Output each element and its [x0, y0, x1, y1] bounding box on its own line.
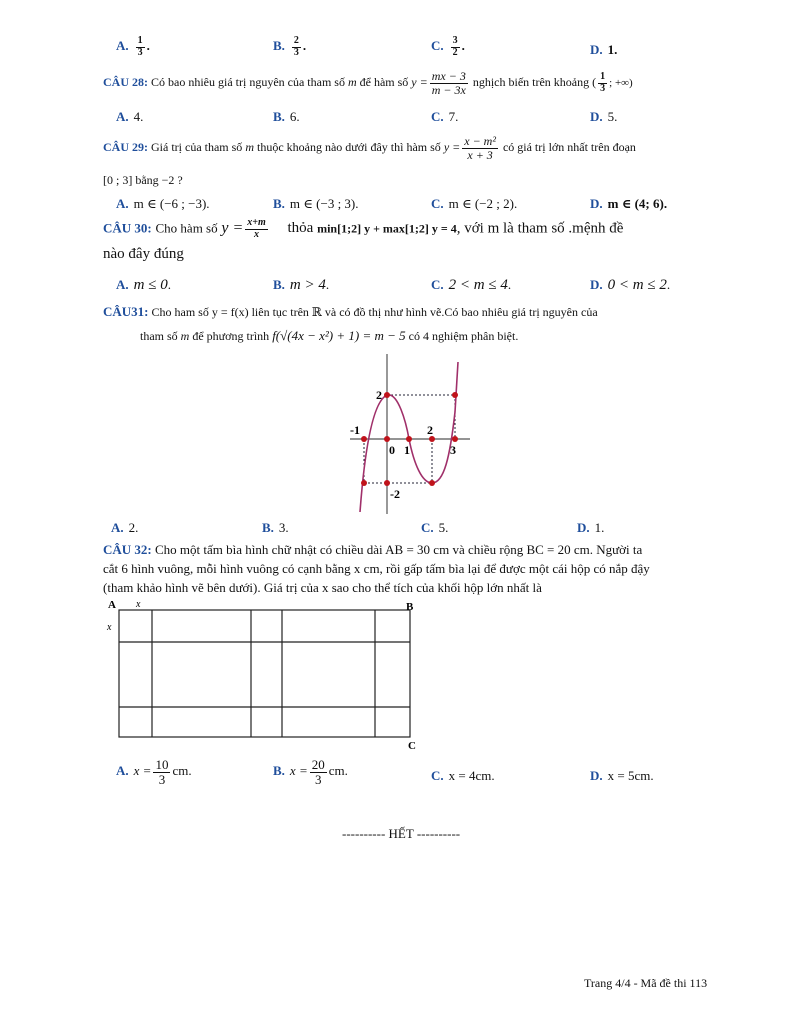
option-label: D. — [590, 42, 603, 57]
option-label: A. — [116, 37, 129, 53]
label-x-3: 3 — [450, 443, 456, 457]
option-text: 1. — [607, 42, 618, 57]
label-y-minus2: -2 — [390, 487, 400, 501]
param-symbol: m — [347, 74, 357, 89]
q30-option-b: B. m > 4. — [273, 277, 330, 293]
fraction-numerator: 3 — [452, 35, 458, 46]
q32-cardboard-figure — [102, 597, 424, 753]
vertex-b: B — [406, 601, 414, 613]
q31-question — [103, 304, 598, 320]
fraction-numerator: 2 — [293, 35, 299, 46]
q30-fraction: $\frac{x+m}{x}$ — [247, 217, 266, 240]
q30-condition: min[1;2] y + max[1;2] y = 4 — [317, 221, 457, 236]
question-text: Cho ham số y = f(x) liên tục trên ℝ và có đồ thị như hình vẽ.Có bao nhiêu giá trị nguyên của — [151, 305, 598, 319]
label-x-0: 0 — [389, 443, 395, 457]
question-text: có giá trị lớn nhất trên đoạn — [502, 139, 636, 154]
end-marker: ---------- HẾT ---------- — [342, 826, 461, 841]
y-symbol: y = — [411, 74, 428, 89]
q31-option-d: D. 1. — [577, 520, 605, 535]
fraction-denominator: 2 — [452, 46, 458, 58]
q27-option-a: A. $\frac{1}{3}$ . — [116, 35, 150, 58]
q27-option-d — [590, 42, 617, 58]
q28-option-c: C. 7. — [431, 109, 459, 124]
question-number: CÂU 29: — [103, 139, 148, 154]
q31-option-a: A. 2. — [111, 520, 139, 535]
question-text: để hàm số — [359, 74, 409, 89]
fraction-numerator: 1 — [137, 35, 143, 46]
cardboard-outline — [119, 610, 410, 737]
question-text: nghịch biến trên khoảng — [472, 74, 590, 89]
q29-option-d: D. m ∈ (4; 6). — [590, 196, 668, 211]
q32-line3: (tham khảo hình vẽ bên dưới). Giá trị của x sao cho thể tích của khối hộp lớn nhất là — [103, 580, 542, 595]
fraction-denominator: 3 — [293, 46, 299, 58]
question-number: CÂU 28: — [103, 74, 148, 89]
q31-equation: f(√(4x − x²) + 1) = m − 5 — [272, 328, 406, 343]
label-x-left: x — [107, 622, 112, 633]
label-y-2: 2 — [376, 388, 382, 402]
q29-option-b: B. m ∈ (−3 ; 3). — [273, 196, 359, 211]
q29-option-a: A. m ∈ (−6 ; −3). — [116, 196, 210, 211]
q32-option-d: D. x = 5cm. — [590, 768, 654, 783]
question-number: CÂU31: — [103, 304, 149, 319]
q31-function-graph — [340, 352, 480, 517]
option-label: B. — [273, 37, 285, 53]
page-footer: Trang 4/4 - Mã đề thi 113 — [584, 976, 708, 990]
question-text: Giá trị của tham số — [151, 139, 243, 154]
question-text: Có bao nhiêu giá trị nguyên của tham số — [151, 74, 345, 89]
q29-fraction: $\frac{\text{x − m²}}{x + 3}$ — [464, 134, 496, 162]
q31-line2: tham số m để phương trình f(√(4x − x²) + 1) = m − 5 có 4 nghiệm phân biệt. — [140, 328, 519, 343]
q32-question — [103, 542, 642, 558]
q30-question: CÂU 30: Cho hàm số y = $\frac{x+m}{x}$ thỏa min[1;2] y + max[1;2] y = 4, với m là tham số .mệnh đề — [103, 217, 624, 240]
q27-option-c: C. $\frac{3}{2}$ . — [431, 35, 465, 58]
q30-option-c: C. 2 < m ≤ 4. — [431, 277, 512, 293]
question-text: thuộc khoảng nào dưới đây thì hàm số — [256, 139, 441, 154]
vertex-c: C — [408, 740, 416, 752]
param-symbol: m — [245, 139, 254, 154]
q31-option-b: B. 3. — [262, 520, 289, 535]
question-number: CÂU 32: — [103, 542, 152, 557]
q28-question: CÂU 28: Có bao nhiêu giá trị nguyên của tham số m để hàm số y = $\frac{mx - 3}{m - 3x}$ nghịch biến trên khoảng ( $\frac{1}{3}$ ; +∞) — [103, 69, 633, 97]
label-x-minus1: -1 — [350, 423, 360, 437]
question-text: Cho một tấm bìa hình chữ nhật có chiều dài AB = 30 cm và chiều rộng BC = 20 cm. Người ta — [155, 542, 643, 557]
q28-option-d: D. 5. — [590, 109, 618, 124]
q30-line2: nào đây đúng — [103, 246, 184, 262]
question-number: CÂU 30: — [103, 220, 152, 236]
vertex-a: A — [108, 599, 116, 611]
q28-option-a: A. 4. — [116, 109, 144, 124]
q27-option-b: B. $\frac{2}{3}$ . — [273, 35, 307, 58]
q29-question: CÂU 29: Giá trị của tham số m thuộc khoảng nào dưới đây thì hàm số y = $\frac{\text{x − m²}}{x + 3}$ có giá trị lớn nhất trên đoạn — [103, 134, 636, 162]
q28-fraction: $\frac{mx - 3}{m - 3x}$ — [431, 69, 466, 97]
q32-option-a: A. x = $\frac{10}{3}$ cm. — [116, 757, 192, 787]
q32-line2: cắt 6 hình vuông, mỗi hình vuông có cạnh bằng x cm, rồi gấp tấm bìa lại để được một cái hộp có nắp đậy — [103, 561, 650, 576]
q29-option-c: C. m ∈ (−2 ; 2). — [431, 196, 518, 211]
fraction-denominator: 3 — [137, 46, 143, 58]
q31-option-c: C. 5. — [421, 520, 449, 535]
q30-option-d: D. 0 < m ≤ 2. — [590, 277, 671, 293]
label-x-2: 2 — [427, 423, 433, 437]
label-x-1: 1 — [404, 443, 410, 457]
label-x-top: x — [136, 599, 141, 610]
q32-option-b: B. x = $\frac{20}{3}$ cm. — [273, 757, 348, 787]
q29-line2: [0 ; 3] bằng −2 ? — [103, 173, 183, 187]
q28-option-b: B. 6. — [273, 109, 300, 124]
q32-option-c: C. x = 4cm. — [431, 768, 495, 783]
option-label: C. — [431, 37, 444, 53]
q30-option-a: A. m ≤ 0. — [116, 277, 171, 293]
